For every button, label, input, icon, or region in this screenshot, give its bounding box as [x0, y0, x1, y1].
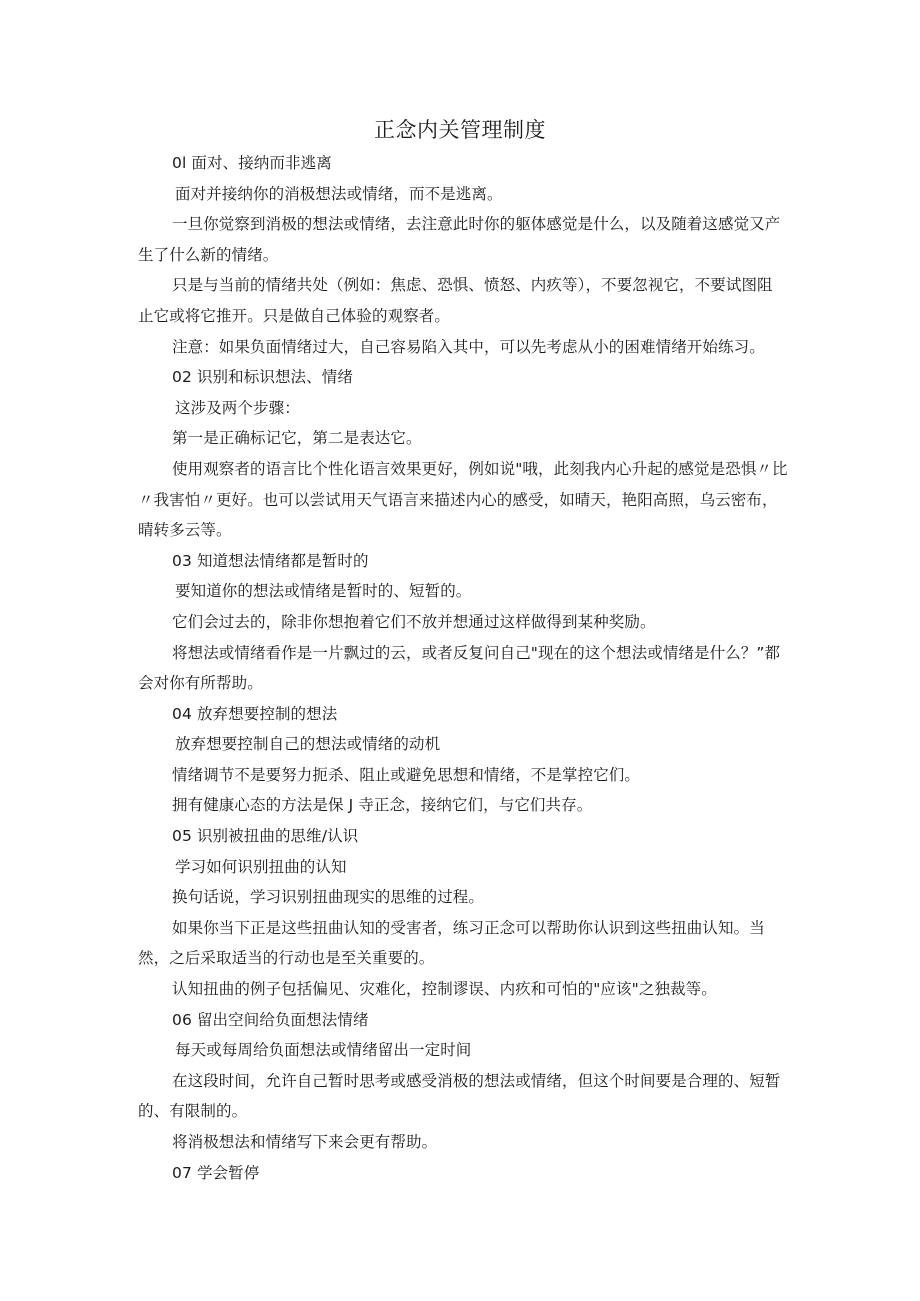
paragraph: 换句话说，学习识别扭曲现实的思维的过程。	[172, 888, 485, 907]
paragraph: 它们会过去的，除非你想抱着它们不放并想通过这样做得到某种奖励。	[172, 612, 656, 631]
paragraph: 拥有健康心态的方法是保 J 寺正念，接纳它们，与它们共存。	[172, 796, 593, 815]
paragraph: 将想法或情绪看作是一片飘过的云，或者反复问自己"现在的这个想法或情绪是什么？”都会对你有所帮助。	[138, 643, 781, 693]
paragraph: 学习如何识别扭曲的认知	[175, 857, 347, 876]
section-heading: 06 留出空间给负面想法情绪	[172, 1010, 369, 1029]
section-heading: 0l 面对、接纳而非逃离	[172, 154, 332, 172]
section-heading: 07 学会暂停	[172, 1163, 260, 1182]
section-heading: 05 识别被扭曲的思维/认识	[172, 827, 359, 846]
paragraph: 每天或每周给负面想法或情绪留出一定时间	[175, 1041, 472, 1060]
paragraph: 在这段时间，允许自己暂时思考或感受消极的想法或情绪，但这个时间要是合理的、短暂的、有限制的。	[138, 1071, 781, 1121]
paragraph: 要知道你的想法或情绪是暂时的、短暂的。	[175, 582, 472, 601]
paragraph: 注意：如果负面情绪过大，自己容易陷入其中，可以先考虑从小的困难情绪开始练习。	[172, 337, 765, 356]
document-title: 正念内关管理制度	[374, 118, 546, 142]
paragraph: 只是与当前的情绪共处（例如：焦虑、恐惧、愤怒、内疚等），不要忽视它，不要试图阻止它或将它推开。只是做自己体验的观察者。	[138, 276, 773, 325]
paragraph: 认知扭曲的例子包括偏见、灾难化，控制谬误、内疚和可怕的"应该"之独裁等。	[172, 980, 717, 999]
paragraph: 将消极想法和情绪写下来会更有帮助。	[172, 1133, 438, 1151]
section-heading: 04 放弃想要控制的想法	[172, 704, 338, 723]
section-heading: 03 知道想法情绪都是暂时的	[172, 551, 369, 570]
paragraph: 使用观察者的语言比个性化语言效果更好，例如说"哦，此刻我内心升起的感觉是恐惧〃比〃我害怕〃更好。也可以尝试用天气语言来描述内心的感受，如晴天，艳阳高照，乌云密布，晴转多云等。	[138, 459, 788, 540]
paragraph: 放弃想要控制自己的想法或情绪的动机	[175, 735, 441, 754]
paragraph: 这涉及两个步骤：	[175, 398, 300, 417]
paragraph: 一旦你觉察到消极的想法或情绪，去注意此时你的躯体感觉是什么，以及随着这感觉又产生了什么新的情绪。	[138, 215, 781, 264]
paragraph: 第一是正确标记它，第二是表达它。	[172, 429, 422, 448]
paragraph: 情绪调节不是要努力扼杀、阻止或避免思想和情绪，不是掌控它们。	[172, 765, 641, 784]
paragraph: 如果你当下正是这些扭曲认知的受害者，练习正念可以帮助你认识到这些扭曲认知。当然，之后采取适当的行动也是至关重要的。	[138, 918, 765, 968]
document-body	[138, 148, 788, 1188]
paragraph: 面对并接纳你的消极想法或情绪，而不是逃离。	[175, 184, 503, 203]
section-heading: 02 识别和标识想法、情绪	[172, 368, 353, 387]
